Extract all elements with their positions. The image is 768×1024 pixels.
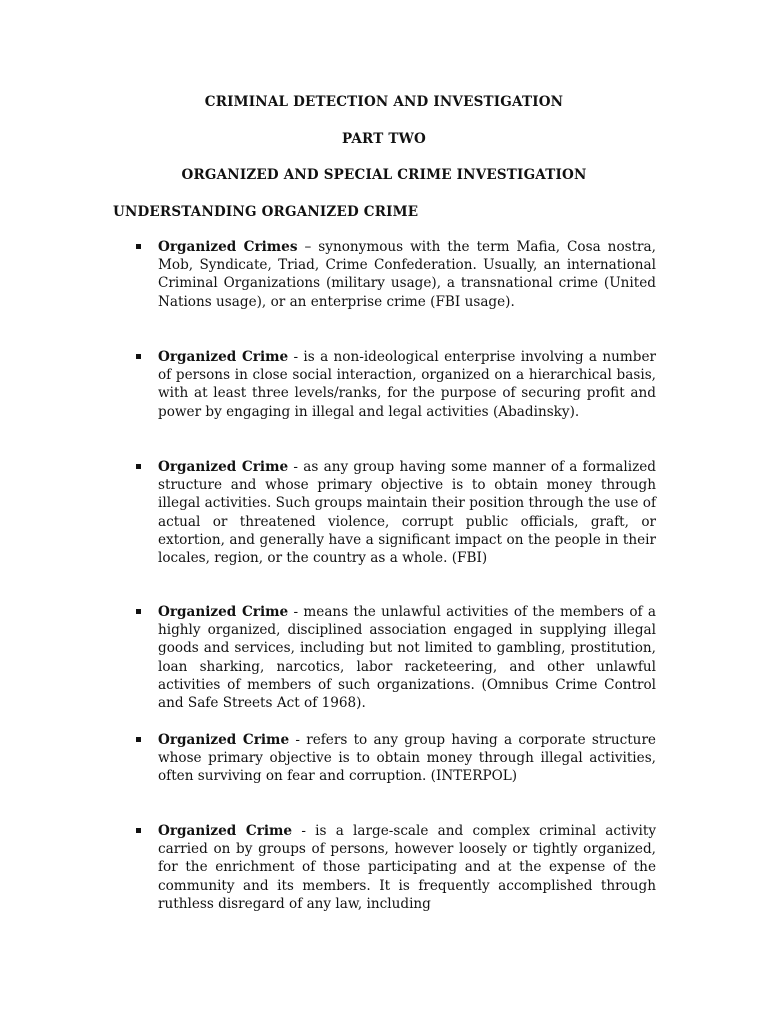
- definition-item: [138, 731, 656, 786]
- definition-term: Organized Crime: [158, 349, 289, 365]
- definition-term: Organized Crimes: [158, 239, 298, 255]
- definition-item: [138, 238, 656, 311]
- definition-term: Organized Crime: [158, 732, 290, 748]
- definition-item: [138, 458, 656, 567]
- definition-body: - means the unlawful activities of the members of a highly organized, disciplined association engaged in supplying illegal goods and services, including but not limited to gambling, prostitution, loan sharking, narcotics, labor racketeering, and other unlawful activities of members of such organizations. (Omnibus Crime Control and Safe Streets Act of 1968).: [158, 604, 656, 712]
- bullet-icon: [136, 244, 141, 249]
- bullet-icon: [136, 354, 141, 359]
- definition-item: [138, 348, 656, 421]
- definition-text: [158, 458, 656, 567]
- section-heading: UNDERSTANDING ORGANIZED CRIME: [113, 204, 419, 220]
- definition-text: [158, 348, 656, 421]
- document-subtitle: ORGANIZED AND SPECIAL CRIME INVESTIGATION: [181, 167, 587, 183]
- definition-text: [158, 822, 656, 913]
- bullet-icon: [136, 828, 141, 833]
- definition-body: - refers to any group having a corporate structure whose primary objective is to obtain money through illegal activities, often surviving on fear and corruption. (INTERPOL): [158, 732, 656, 785]
- definition-term: Organized Crime: [158, 459, 289, 475]
- bullet-icon: [136, 464, 141, 469]
- definition-body: - is a large-scale and complex criminal activity carried on by groups of persons, however loosely or tightly organized, for the enrichment of those participating and at the expense of the community and its members. It is frequently accomplished through ruthless disregard of any law, including: [158, 823, 657, 912]
- bullet-icon: [136, 737, 141, 742]
- part-heading: PART TWO: [342, 131, 426, 147]
- bullet-icon: [136, 609, 141, 614]
- definition-body: - is a non-ideological enterprise involving a number of persons in close social interaction, organized on a hierarchical basis, with at least three levels/ranks, for the purpose of securing profit and power by engaging in illegal and legal activities (Abadinsky).: [158, 349, 656, 420]
- definition-item: [138, 603, 656, 712]
- definition-term: Organized Crime: [158, 823, 293, 839]
- definition-text: [158, 603, 656, 712]
- definition-text: [158, 731, 656, 786]
- definition-body: – synonymous with the term Mafia, Cosa nostra, Mob, Syndicate, Triad, Crime Confederation. Usually, an international Criminal Organizations (military usage), a transnational crime (United Nations usage), or an enterprise crime (FBI usage).: [158, 239, 656, 310]
- definition-text: [158, 238, 656, 311]
- document-title: CRIMINAL DETECTION AND INVESTIGATION: [204, 94, 564, 110]
- definition-body: - as any group having some manner of a formalized structure and whose primary objective is to obtain money through illegal activities. Such groups maintain their position through the use of actual or threatened violence, corrupt public officials, graft, or extortion, and generally have a significant impact on the people in their locales, region, or the country as a whole. (FBI): [158, 459, 656, 567]
- definition-item: [138, 822, 656, 913]
- definition-term: Organized Crime: [158, 604, 289, 620]
